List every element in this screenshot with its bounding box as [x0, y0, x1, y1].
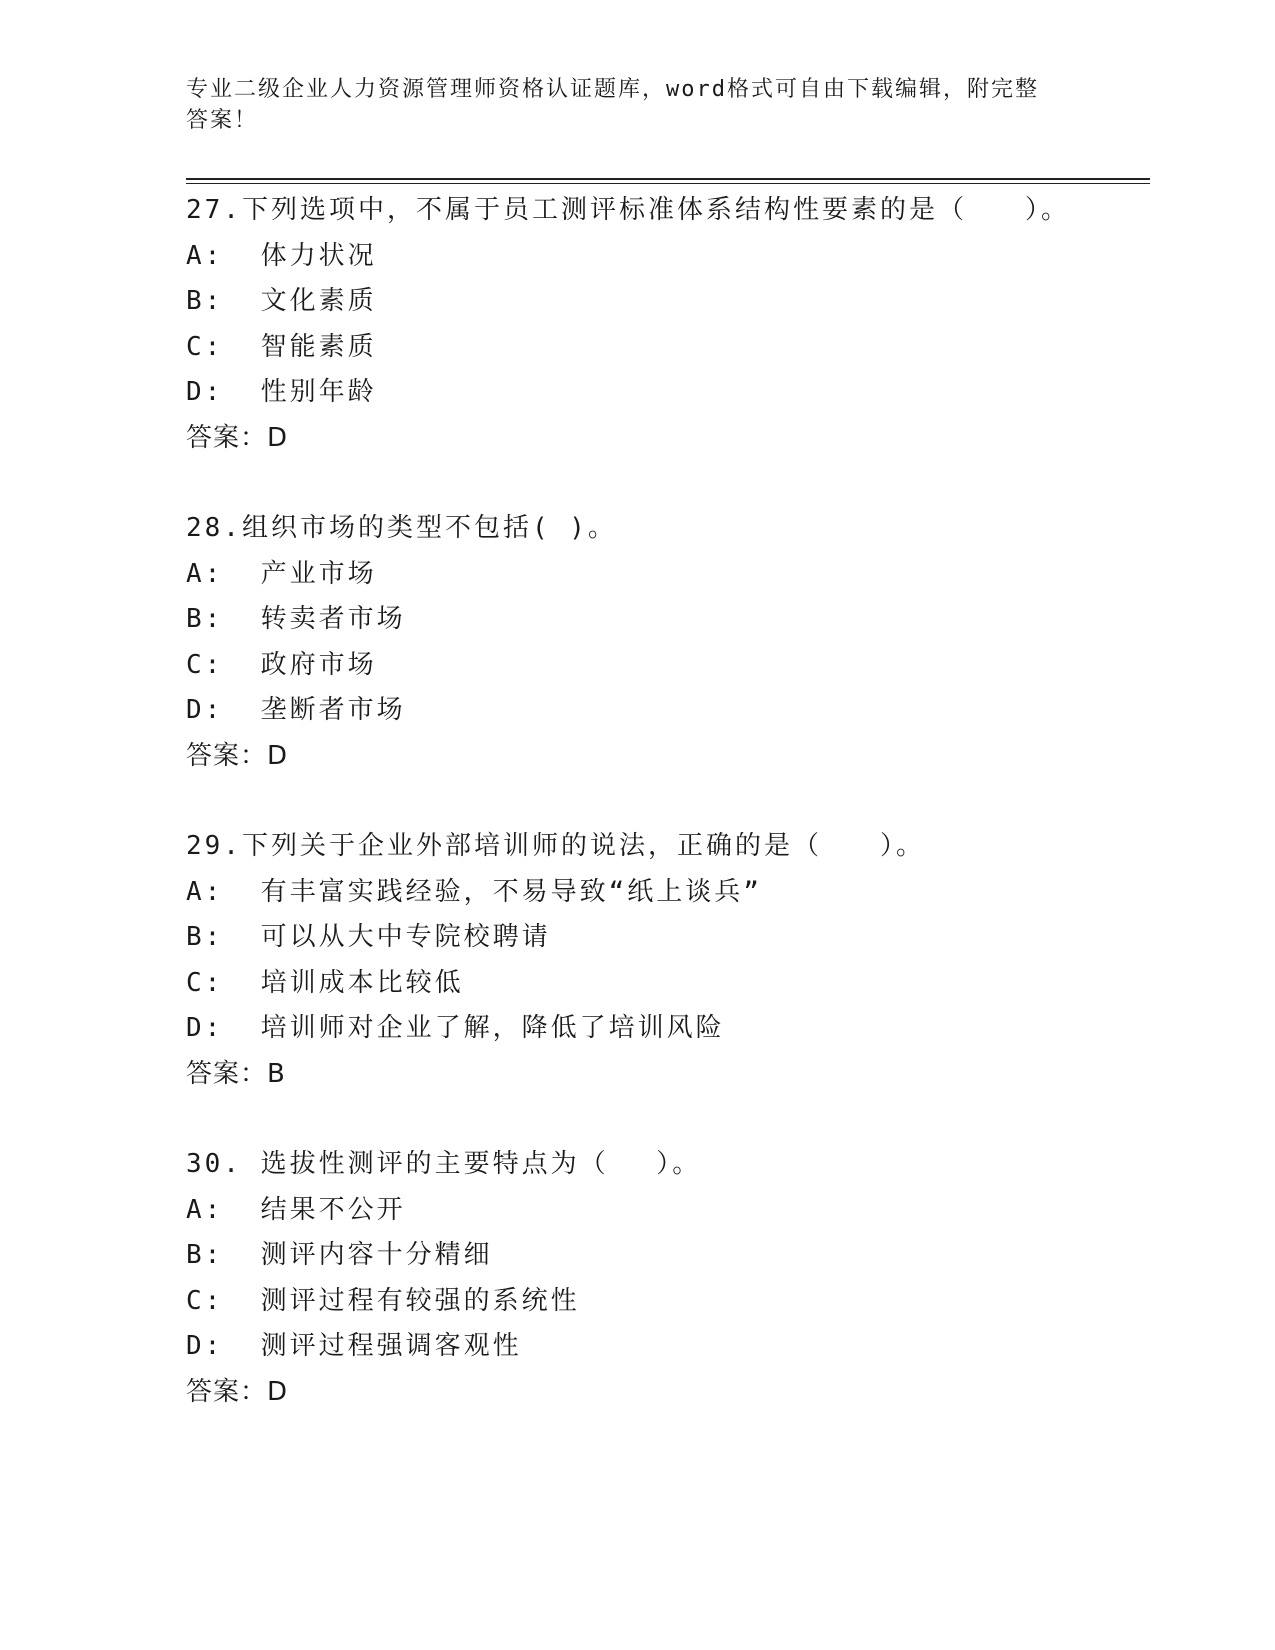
- option-d: D: 培训师对企业了解，降低了培训风险: [186, 1013, 725, 1043]
- option-c: C: 测评过程有较强的系统性: [186, 1285, 580, 1316]
- option-c: C: 政府市场: [186, 649, 377, 680]
- answer-line: 答案：B: [186, 1058, 286, 1089]
- question-stem: 29.下列关于企业外部培训师的说法，正确的是（ ）。: [186, 831, 925, 861]
- document-header: [186, 74, 1066, 136]
- option-a: A: 体力状况: [186, 240, 377, 271]
- question-stem: 27.下列选项中，不属于员工测评标准体系结构性要素的是（ ）。: [186, 195, 1070, 225]
- header-line-2: 答案！: [186, 108, 259, 133]
- option-d: D: 垄断者市场: [186, 695, 406, 725]
- option-b: B: 转卖者市场: [186, 604, 406, 634]
- option-a: A: 结果不公开: [186, 1194, 406, 1225]
- answer-line: 答案：D: [186, 1376, 289, 1407]
- option-c: C: 培训成本比较低: [186, 967, 464, 998]
- option-d: D: 测评过程强调客观性: [186, 1331, 522, 1361]
- header-divider-thin: [186, 183, 1150, 184]
- header-line-1: 专业二级企业人力资源管理师资格认证题库，word格式可自由下载编辑，附完整: [186, 77, 1039, 102]
- option-b: B: 测评内容十分精细: [186, 1240, 493, 1270]
- option-c: C: 智能素质: [186, 331, 377, 362]
- answer-line: 答案：D: [186, 740, 289, 771]
- question-29: [186, 824, 1146, 1097]
- question-stem: 28.组织市场的类型不包括( )。: [186, 513, 617, 543]
- option-b: B: 文化素质: [186, 286, 377, 316]
- question-30: [186, 1142, 1146, 1415]
- question-stem: 30. 选拔性测评的主要特点为（ ）。: [186, 1149, 702, 1179]
- option-a: A: 产业市场: [186, 558, 377, 589]
- question-27: [186, 188, 1146, 461]
- question-28: [186, 506, 1146, 779]
- option-d: D: 性别年龄: [186, 377, 377, 407]
- option-b: B: 可以从大中专院校聘请: [186, 922, 551, 952]
- answer-line: 答案：D: [186, 422, 289, 453]
- header-divider-thick: [186, 178, 1150, 180]
- option-a: A: 有丰富实践经验，不易导致“纸上谈兵”: [186, 876, 762, 907]
